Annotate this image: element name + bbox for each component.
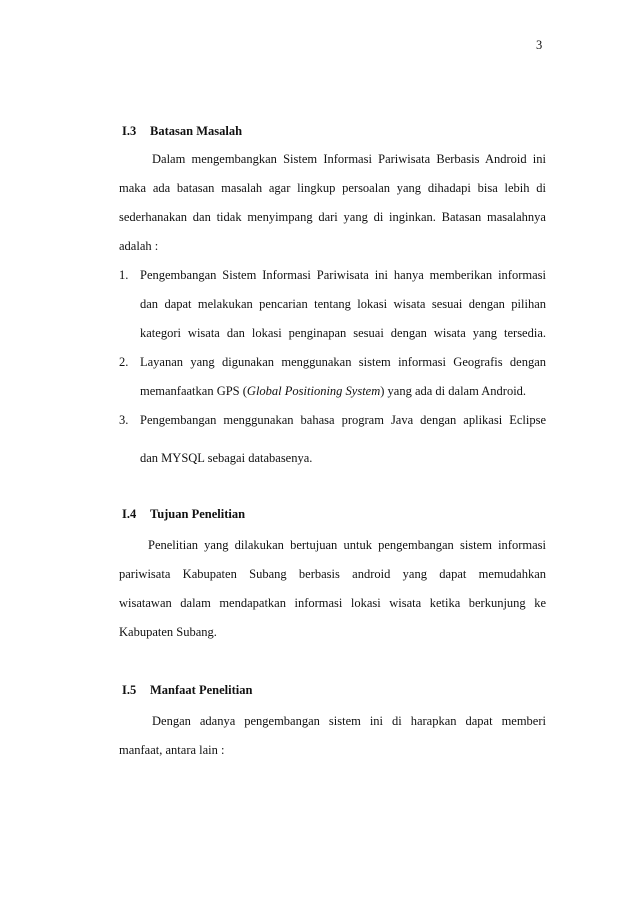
section-title: Tujuan Penelitian xyxy=(150,507,246,521)
list-text-line: Pengembangan menggunakan bahasa program Java dengan aplikasi Eclipse xyxy=(140,413,546,427)
paragraph-line: adalah : xyxy=(119,239,159,253)
paragraph-line: sederhanakan dan tidak menyimpang dari yang di inginkan. Batasan masalahnya xyxy=(119,210,546,224)
section-heading-tujuan-penelitian xyxy=(122,507,245,522)
paragraph-line: Penelitian yang dilakukan bertujuan untuk pengembangan sistem informasi xyxy=(148,538,546,552)
gps-prefix: memanfaatkan GPS ( xyxy=(140,384,247,398)
list-text-line: dan MYSQL sebagai databasenya. xyxy=(140,451,313,465)
list-marker: 1. xyxy=(119,268,129,282)
page-number: 3 xyxy=(536,38,543,52)
paragraph-line: wisatawan dalam mendapatkan informasi lokasi wisata ketika berkunjung ke xyxy=(119,596,546,610)
gps-italic-term: Global Positioning System xyxy=(246,384,381,398)
list-marker: 2. xyxy=(119,355,129,369)
section-heading-batasan-masalah xyxy=(122,124,242,139)
list-item-2 xyxy=(119,354,546,370)
section-heading-manfaat-penelitian xyxy=(122,683,252,698)
gps-suffix: ) yang ada di dalam Android. xyxy=(380,384,527,398)
list-text-line xyxy=(140,383,546,399)
list-text-line: kategori wisata dan lokasi penginapan sesuai dengan wisata yang tersedia. xyxy=(140,326,546,340)
list-item-1 xyxy=(119,267,546,283)
paragraph-line: Dengan adanya pengembangan sistem ini di harapkan dapat memberi xyxy=(152,714,546,728)
paragraph-line: Kabupaten Subang. xyxy=(119,625,217,639)
section-number: I.4 xyxy=(122,507,137,521)
section-title: Manfaat Penelitian xyxy=(150,683,253,697)
paragraph-line: Dalam mengembangkan Sistem Informasi Pariwisata Berbasis Android ini xyxy=(152,152,546,166)
paragraph-line: pariwisata Kabupaten Subang berbasis android yang dapat memudahkan xyxy=(119,567,546,581)
section-number: I.3 xyxy=(122,124,137,138)
list-text-line: Pengembangan Sistem Informasi Pariwisata ini hanya memberikan informasi xyxy=(140,268,546,282)
list-text-line: Layanan yang digunakan menggunakan sistem informasi Geografis dengan xyxy=(140,355,546,369)
list-text-line: dan dapat melakukan pencarian tentang lokasi wisata sesuai dengan pilihan xyxy=(140,297,546,311)
list-marker: 3. xyxy=(119,413,129,427)
section-number: I.5 xyxy=(122,683,137,697)
paragraph-line: manfaat, antara lain : xyxy=(119,743,225,757)
paragraph-line: maka ada batasan masalah agar lingkup persoalan yang dihadapi bisa lebih di xyxy=(119,181,546,195)
list-item-3 xyxy=(119,412,546,428)
section-title: Batasan Masalah xyxy=(150,124,243,138)
